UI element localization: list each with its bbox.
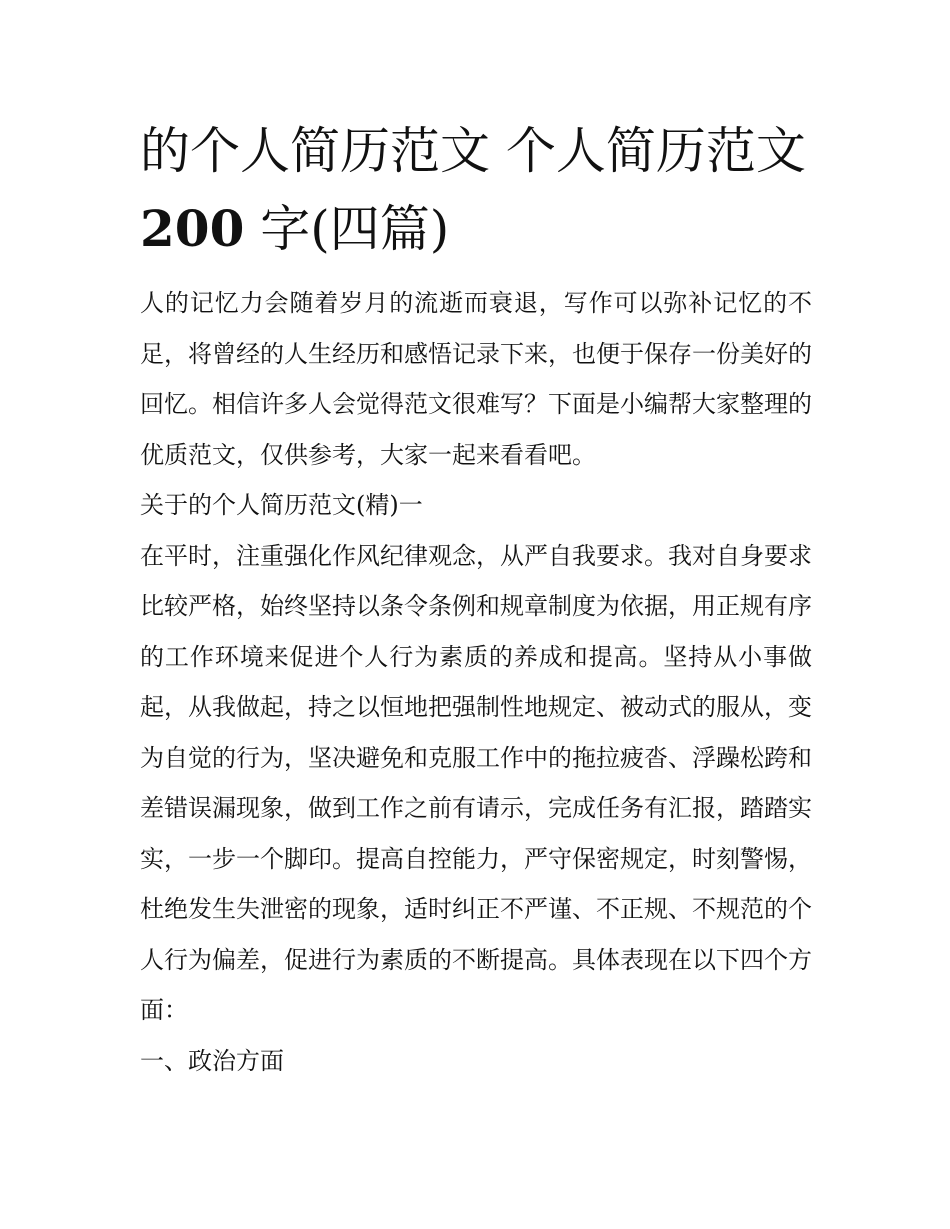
title-number: 200 xyxy=(140,199,245,258)
intro-paragraph: 人的记忆力会随着岁月的流逝而衰退，写作可以弥补记忆的不足，将曾经的人生经历和感悟记录下来，也便于保存一份美好的回忆。相信许多人会觉得范文很难写？下面是小编帮大家整理的优质范文，仅供参考，大家一起来看看吧。 xyxy=(140,289,812,469)
title-line-2: 字(四篇) xyxy=(244,200,450,258)
section-heading: 关于的个人简历范文(精)一 xyxy=(140,491,423,519)
title-line-1: 的个人简历范文 个人简历范文 xyxy=(140,122,806,180)
document-title xyxy=(140,112,812,268)
body-paragraph: 在平时，注重强化作风纪律观念，从严自我要求。我对自身要求比较严格，始终坚持以条令条例和规章制度为依据，用正规有序的工作环境来促进个人行为素质的养成和提高。坚持从小事做起，从我做起，持之以恒地把强制性地规定、被动式的服从，变为自觉的行为，坚决避免和克服工作中的拖拉疲沓、浮躁松跨和差错误漏现象，做到工作之前有请示，完成任务有汇报，踏踏实实，一步一个脚印。提高自控能力，严守保密规定，时刻警惕，杜绝发生失泄密的现象，适时纠正不严谨、不正规、不规范的个人行为偏差，促进行为素质的不断提高。具体表现在以下四个方面： xyxy=(140,541,812,1024)
subheading: 一、政治方面 xyxy=(140,1046,284,1075)
document-content xyxy=(140,112,812,1086)
